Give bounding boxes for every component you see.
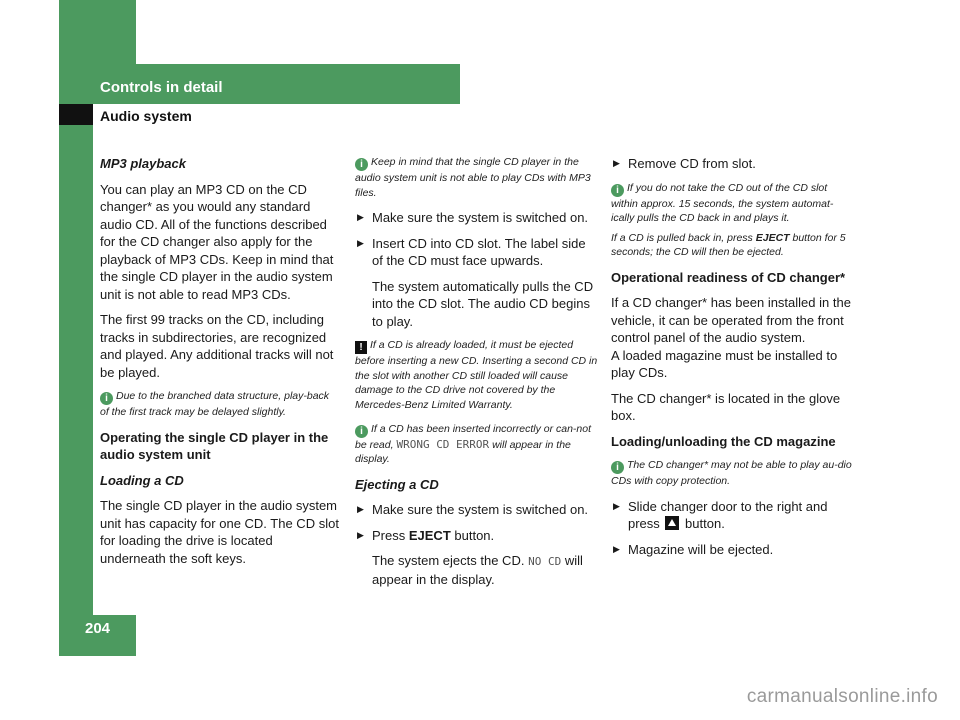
bullet-triangle-icon: ▶: [357, 504, 364, 515]
bullet-triangle-icon: ▶: [357, 237, 364, 248]
bullet-triangle-icon: ▶: [357, 529, 364, 540]
step-press-eject: ▶ Press EJECT button.: [357, 527, 495, 543]
display-text-no-cd: NO CD: [528, 555, 562, 569]
warning-icon: !: [355, 341, 367, 354]
column-middle: [355, 155, 598, 596]
result-cd-ejected: The system ejects the CD. NO CD will appear in the display.: [372, 553, 583, 587]
eject-key-label: EJECT: [408, 527, 451, 543]
step-remove-cd: ▶ Remove CD from slot.: [613, 156, 756, 171]
info-icon: i: [355, 158, 368, 171]
column-left: [100, 155, 340, 575]
readiness-heading: Operational readiness of CD changer*: [611, 269, 846, 285]
info-note-timeout: i If you do not take the CD out of the CD slot within approx. 15 seconds, the system automat-ically pulls the CD back in and plays it. If a CD is pulled back in, press EJECT button for 5 seconds; the CD will then be ejected.: [611, 181, 856, 260]
info-icon: i: [611, 184, 624, 197]
operating-heading: Operating the single CD player in the audio system unit: [100, 429, 329, 463]
step-magazine-ejected: ▶ Magazine will be ejected.: [613, 541, 774, 557]
ejecting-cd-heading: Ejecting a CD: [355, 476, 439, 492]
info-note-wrong-cd: i If a CD has been inserted incorrectly or can-not be read, WRONG CD ERROR will appear in the display.: [355, 422, 592, 466]
step-switch-on-2: ▶ Make sure the system is switched on.: [357, 502, 589, 518]
chapter-title: Controls in detail: [100, 79, 223, 96]
site-watermark: carmanualsonline.info: [746, 686, 938, 707]
bullet-triangle-icon: ▶: [613, 158, 620, 168]
step-slide-door: ▶ Slide changer door to the right and press button.: [613, 498, 828, 532]
mp3-playback-heading: MP3 playback: [100, 156, 186, 171]
mp3-paragraph-1: You can play an MP3 CD on the CD changer* as you would any standard audio CD. All of the functions described for the CD changer also apply for the playback of MP3 CDs. Keep in mind that the single CD player in the audio system unit is not able to read MP3 CDs.: [100, 181, 334, 302]
magazine-heading: Loading/unloading the CD magazine: [611, 433, 836, 449]
step-insert-cd: ▶ Insert CD into CD slot. The label side of the CD must face upwards.: [357, 235, 586, 269]
bullet-triangle-icon: ▶: [613, 543, 620, 554]
display-text-wrong-cd: WRONG CD ERROR: [396, 437, 490, 451]
step-switch-on: ▶ Make sure the system is switched on.: [357, 210, 589, 226]
info-note-branched: i Due to the branched data structure, play-back of the first track may be delayed slightly.: [100, 390, 330, 418]
result-cd-pulled-in: The system automatically pulls the CD into the CD slot. The audio CD begins to play.: [372, 278, 594, 329]
loading-cd-heading: Loading a CD: [100, 472, 184, 488]
loading-paragraph: The single CD player in the audio system unit has capacity for one CD. The CD slot for loading the drive is located underneath the soft keys.: [100, 498, 339, 566]
bullet-triangle-icon: ▶: [357, 212, 364, 223]
readiness-paragraph-1: If a CD changer* has been installed in the vehicle, it can be operated from the front control panel of the audio system. A loaded magazine must be installed to play CDs.: [611, 295, 851, 381]
mp3-paragraph-2: The first 99 tracks on the CD, including tracks in subdirectories, are recognized and played. Any additional tracks will not be played.: [100, 312, 334, 380]
info-icon: i: [355, 425, 368, 438]
section-marker: [59, 104, 93, 125]
info-icon: i: [611, 461, 624, 474]
note-pulled-back: If a CD is pulled back in, press EJECT button for 5 seconds; the CD will then be ejected.: [611, 231, 846, 259]
section-title: Audio system: [100, 108, 192, 124]
info-note-copy-protection: i The CD changer* may not be able to play au-dio CDs with copy protection.: [611, 459, 852, 488]
warning-note: ! If a CD is already loaded, it must be ejected before inserting a new CD. Inserting a second CD in the slot with another CD still loaded will cause damage to the CD drive not covered by the Mercedes-Benz Limited Warranty.: [355, 339, 598, 411]
readiness-paragraph-2: The CD changer* is located in the glove box.: [611, 390, 841, 424]
page-number: 204: [84, 620, 111, 637]
bullet-triangle-icon: ▶: [613, 500, 620, 511]
info-icon: i: [100, 392, 113, 405]
eject-key-label: EJECT: [755, 231, 790, 244]
eject-button-icon: [665, 516, 679, 530]
column-right: [611, 155, 856, 566]
info-note-mp3: i Keep in mind that the single CD player in the audio system unit is not able to play CDs with MP3 files.: [355, 156, 591, 199]
